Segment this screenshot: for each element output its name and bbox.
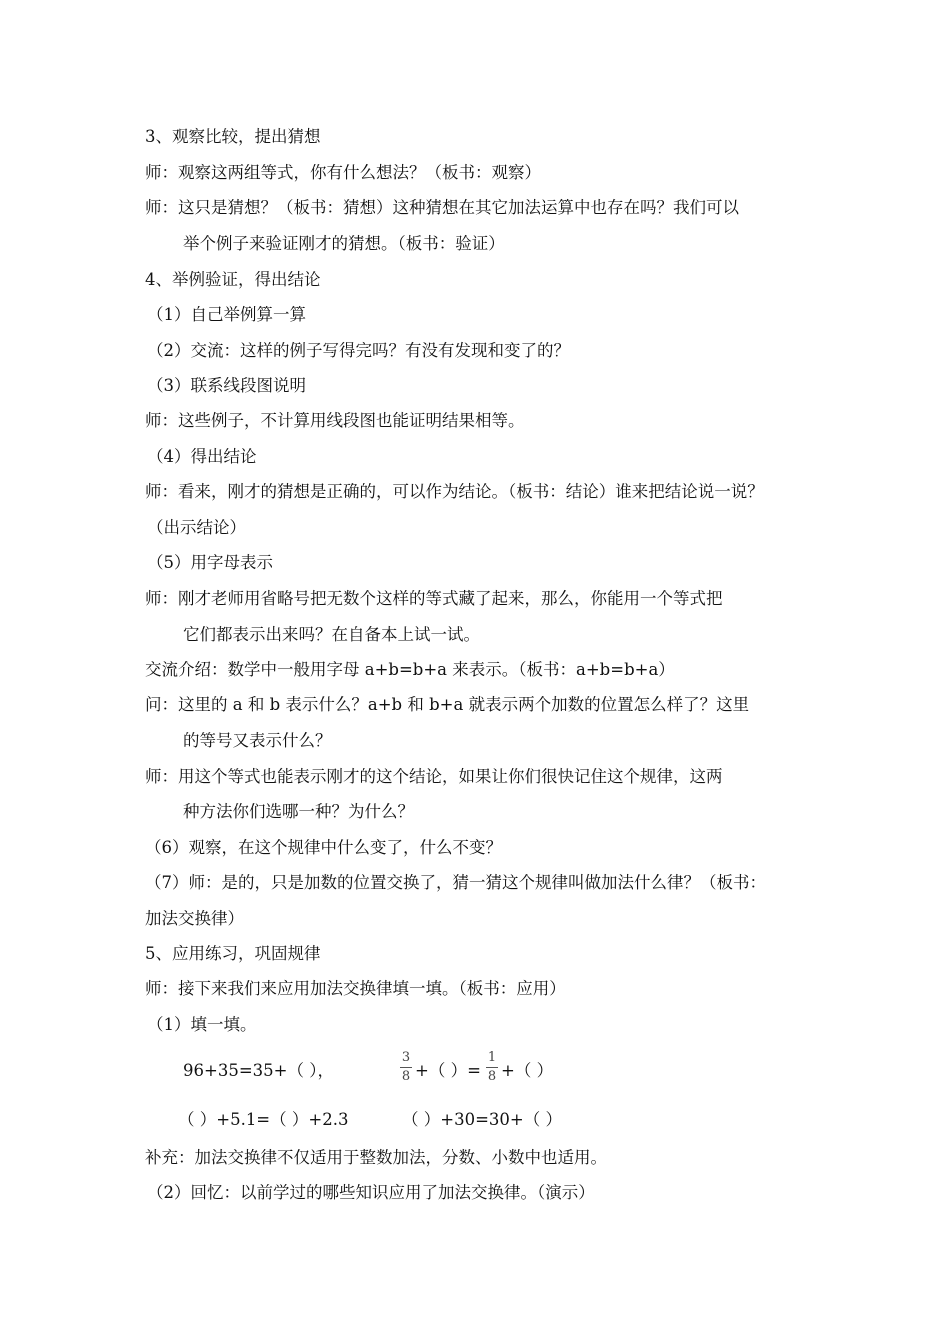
paragraph: 问：这里的 a 和 b 表示什么？a+b 和 b+a 就表示两个加数的位置怎么样了？这里 (145, 695, 750, 714)
paragraph-continuation: 的等号又表示什么？ (183, 731, 332, 750)
paragraph: 师：这只是猜想？（板书：猜想）这种猜想在其它加法运算中也存在吗？我们可以 (145, 198, 739, 217)
paragraph: 师：看来，刚才的猜想是正确的，可以作为结论。（板书：结论）谁来把结论说一说？ (145, 482, 764, 501)
sub-item: （6）观察，在这个规律中什么变了，什么不变？ (145, 838, 502, 857)
sub-item: （7）师：是的，只是加数的位置交换了，猜一猜这个规律叫做加法什么律？（板书： (145, 873, 766, 892)
paragraph: 师：刚才老师用省略号把无数个这样的等式藏了起来，那么，你能用一个等式把 (145, 589, 723, 608)
section-heading-5: 5、应用练习，巩固规律 (145, 944, 321, 963)
sub-item: （4）得出结论 (147, 447, 257, 466)
paragraph-continuation: 它们都表示出来吗？在自备本上试一试。 (183, 625, 480, 644)
paragraph-continuation: 加法交换律） (145, 909, 244, 928)
fraction-three-eighths (399, 1051, 413, 1084)
sub-item: （5）用字母表示 (147, 553, 273, 572)
section-heading-3: 3、观察比较，提出猜想 (145, 127, 321, 146)
paragraph-continuation: 种方法你们选哪一种？为什么？ (183, 802, 414, 821)
sub-item: （1）自己举例算一算 (147, 305, 306, 324)
paragraph-continuation: （出示结论） (147, 518, 246, 537)
paragraph: 师：观察这两组等式，你有什么想法？（板书：观察） (145, 163, 541, 182)
fraction-one-eighth (485, 1051, 499, 1084)
equation-4: （ ）+30=30+（ ） (402, 1110, 562, 1129)
fraction-numerator: 3 (401, 1050, 411, 1065)
paragraph-continuation: 举个例子来验证刚才的猜想。（板书：验证） (183, 234, 505, 253)
fraction-denominator: 8 (487, 1069, 497, 1084)
fraction-numerator: 1 (487, 1050, 497, 1065)
equation-1: 96+35=35+（ ）， (183, 1061, 334, 1080)
paragraph: 补充：加法交换律不仅适用于整数加法，分数、小数中也适用。 (145, 1148, 607, 1167)
fraction-bar (400, 1067, 412, 1068)
sub-item: （2）交流：这样的例子写得完吗？有没有发现和变了的？ (147, 341, 570, 360)
paragraph: 师：用这个等式也能表示刚才的这个结论，如果让你们很快记住这个规律，这两 (145, 767, 723, 786)
equation-3: （ ）+5.1=（ ）+2.3 (178, 1110, 349, 1129)
sub-item: （3）联系线段图说明 (147, 376, 306, 395)
sub-item: （1）填一填。 (147, 1015, 257, 1034)
paragraph: 师：这些例子，不计算用线段图也能证明结果相等。 (145, 411, 525, 430)
fraction-denominator: 8 (401, 1069, 411, 1084)
paragraph: 师：接下来我们来应用加法交换律填一填。（板书：应用） (145, 979, 566, 998)
equation-2-middle: +（ ）= (415, 1061, 481, 1080)
sub-item: （2）回忆：以前学过的哪些知识应用了加法交换律。（演示） (147, 1183, 595, 1202)
fraction-bar (486, 1067, 498, 1068)
paragraph: 交流介绍：数学中一般用字母 a+b=b+a 来表示。（板书：a+b=b+a） (145, 660, 675, 679)
equation-2-end: +（ ） (501, 1061, 554, 1080)
section-heading-4: 4、举例验证，得出结论 (145, 270, 321, 289)
